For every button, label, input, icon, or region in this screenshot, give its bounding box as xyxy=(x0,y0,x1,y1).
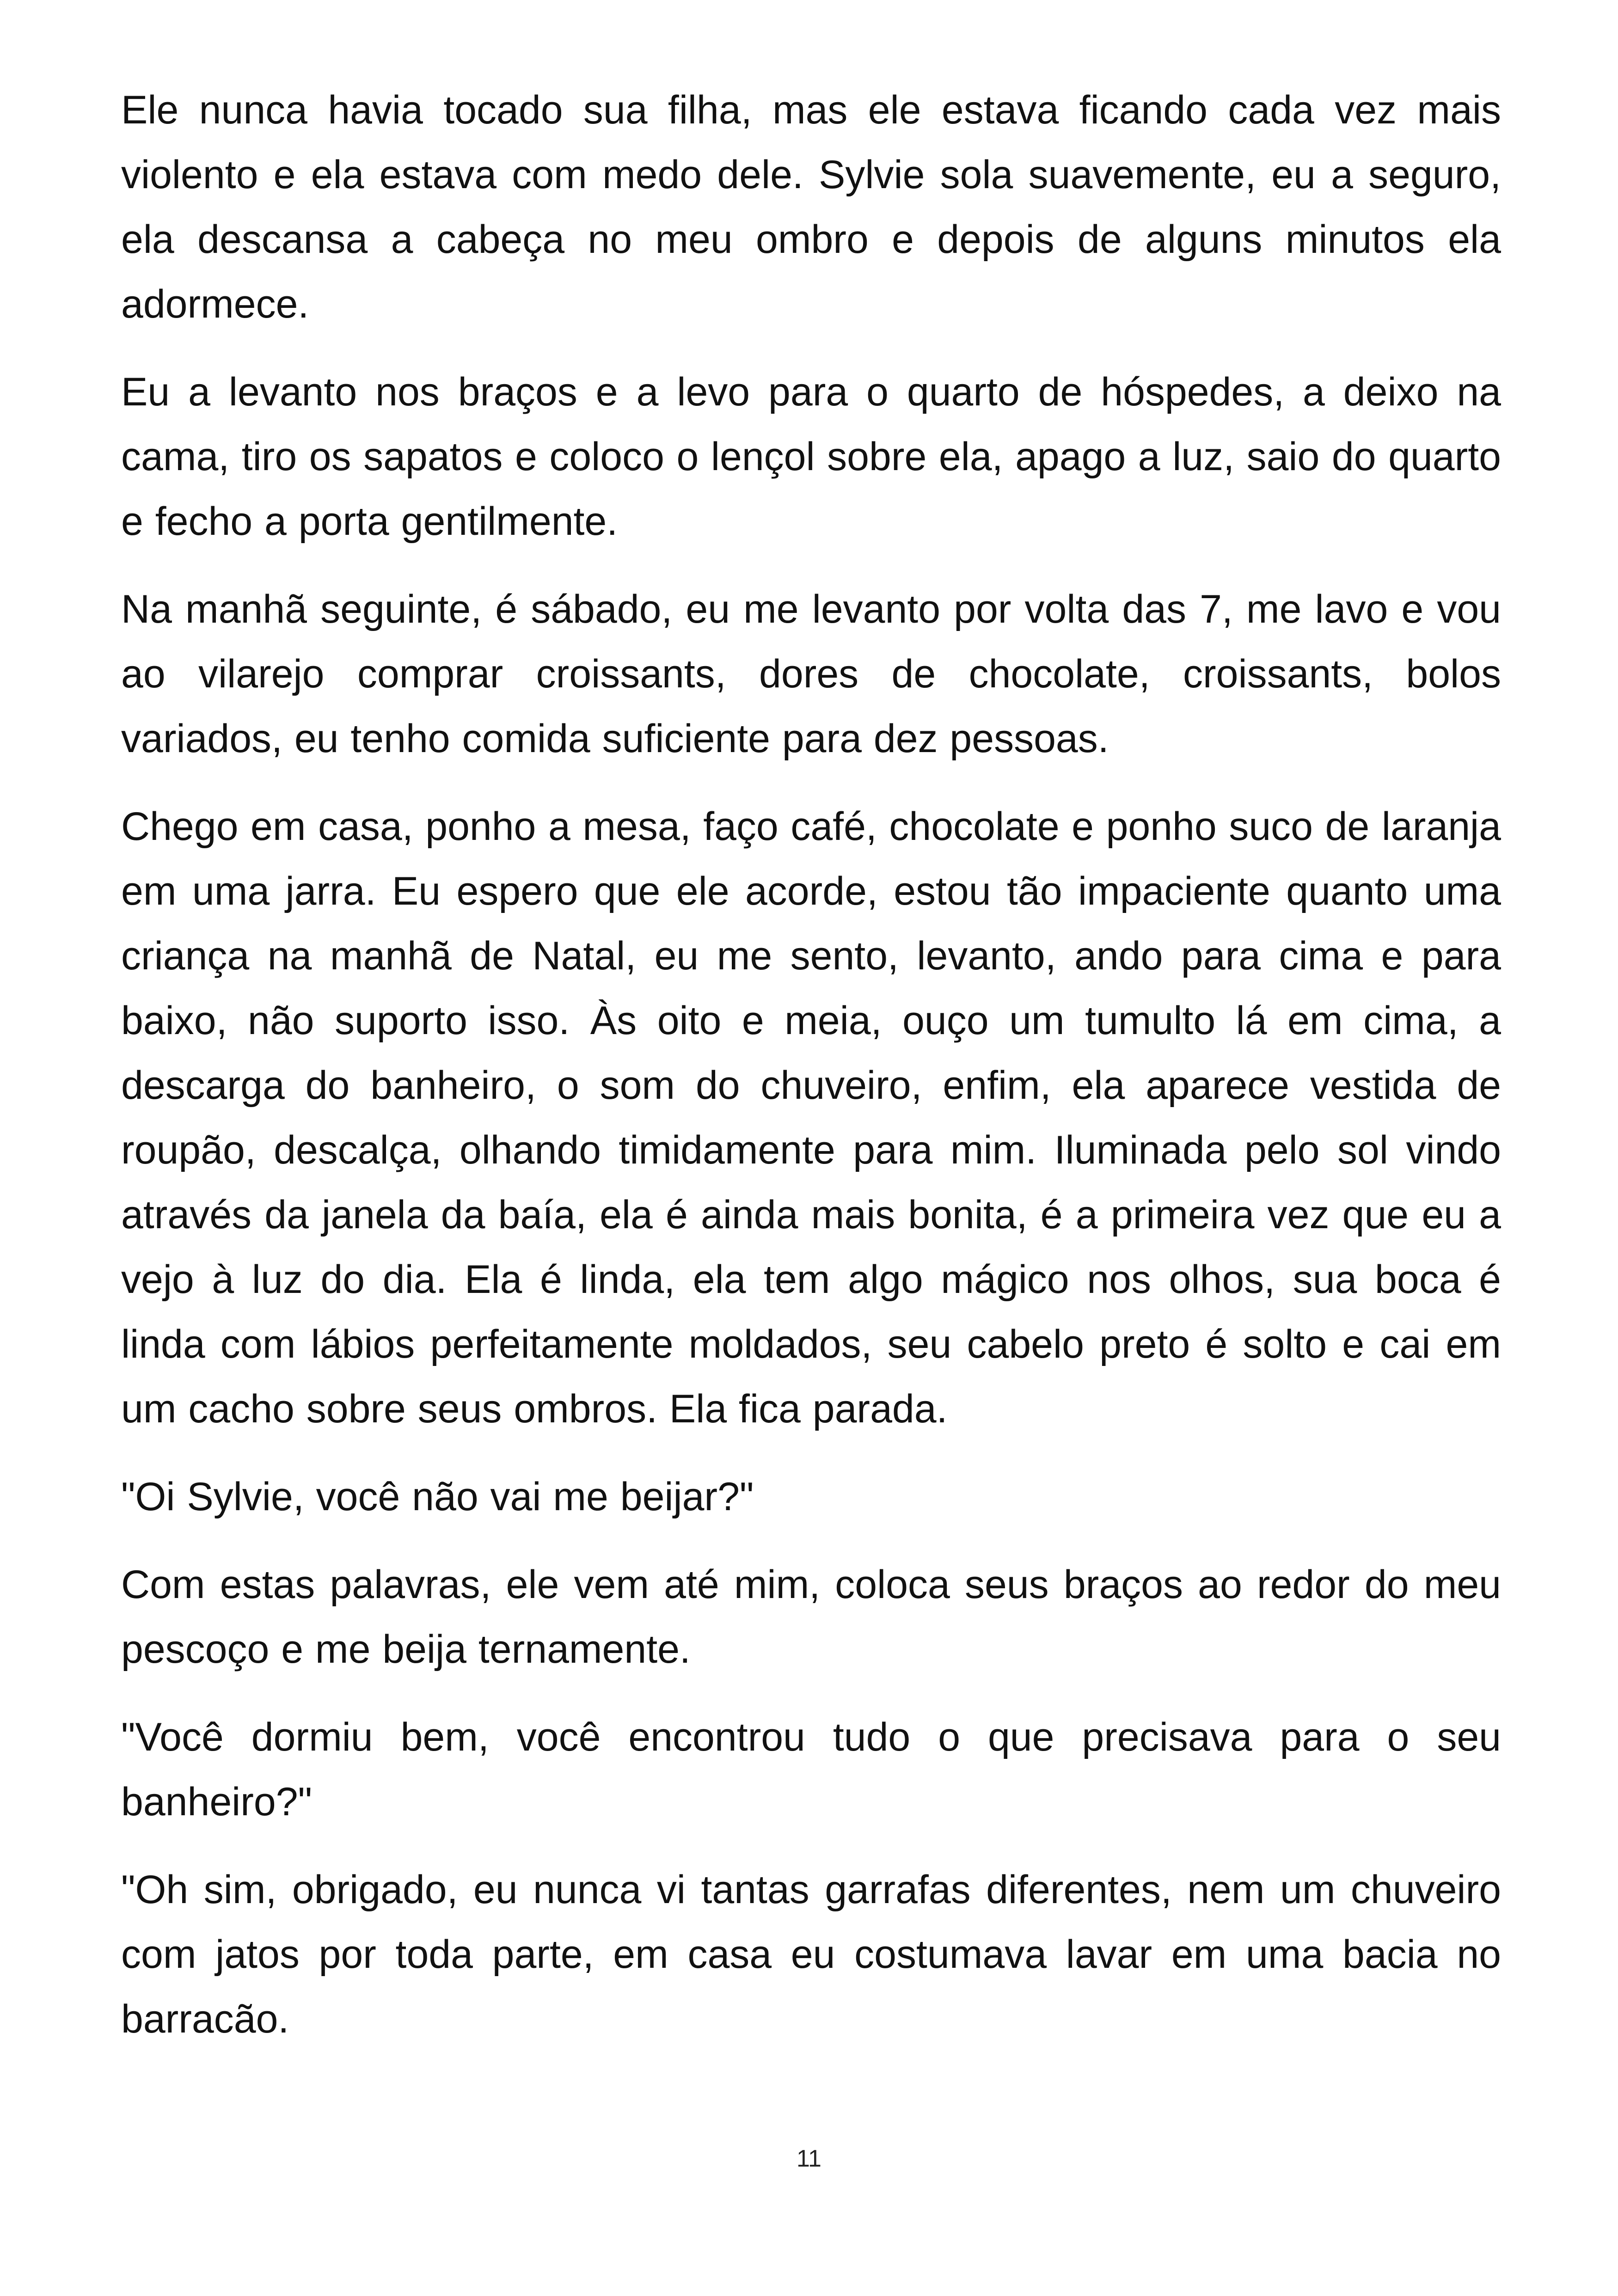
paragraph: "Oh sim, obrigado, eu nunca vi tantas garrafas diferentes, nem um chuveiro com jatos por toda parte, em casa eu costumava lavar em uma bacia no barracão. xyxy=(121,1867,1501,2041)
paragraph: Eu a levanto nos braços e a levo para o quarto de hóspedes, a deixo na cama, tiro os sapatos e coloco o lençol sobre ela, apago a luz, saio do quarto e fecho a porta gentilmente. xyxy=(121,370,1501,544)
body-text xyxy=(121,78,1501,2075)
paragraph: Com estas palavras, ele vem até mim, coloca seus braços ao redor do meu pescoço e me beija ternamente. xyxy=(121,1562,1501,1671)
paragraph: "Oi Sylvie, você não vai me beijar?" xyxy=(121,1475,754,1519)
paragraph: Na manhã seguinte, é sábado, eu me levanto por volta das 7, me lavo e vou ao vilarejo comprar croissants, dores de chocolate, croissants, bolos variados, eu tenho comida suficiente para dez pessoas. xyxy=(121,587,1501,761)
page-number: 11 xyxy=(797,2145,821,2172)
paragraph: "Você dormiu bem, você encontrou tudo o que precisava para o seu banheiro?" xyxy=(121,1715,1501,1824)
paragraph: Chego em casa, ponho a mesa, faço café, chocolate e ponho suco de laranja em uma jarra. Eu espero que ele acorde, estou tão impaciente quanto uma criança na manhã de Natal, eu me sento, levanto, ando para cima e para baixo, não suporto isso. Às oito e meia, ouço um tumulto lá em cima, a descarga do banheiro, o som do chuveiro, enfim, ela aparece vestida de roupão, descalça, olhando timidamente para mim. Iluminada pelo sol vindo através da janela da baía, ela é ainda mais bonita, é a primeira vez que eu a vejo à luz do dia. Ela é linda, ela tem algo mágico nos olhos, sua boca é linda com lábios perfeitamente moldados, seu cabelo preto é solto e cai em um cacho sobre seus ombros. Ela fica parada. xyxy=(121,804,1501,1431)
paragraph: Ele nunca havia tocado sua filha, mas ele estava ficando cada vez mais violento e ela estava com medo dele. Sylvie sola suavemente, eu a seguro, ela descansa a cabeça no meu ombro e depois de alguns minutos ela adormece. xyxy=(121,88,1501,326)
